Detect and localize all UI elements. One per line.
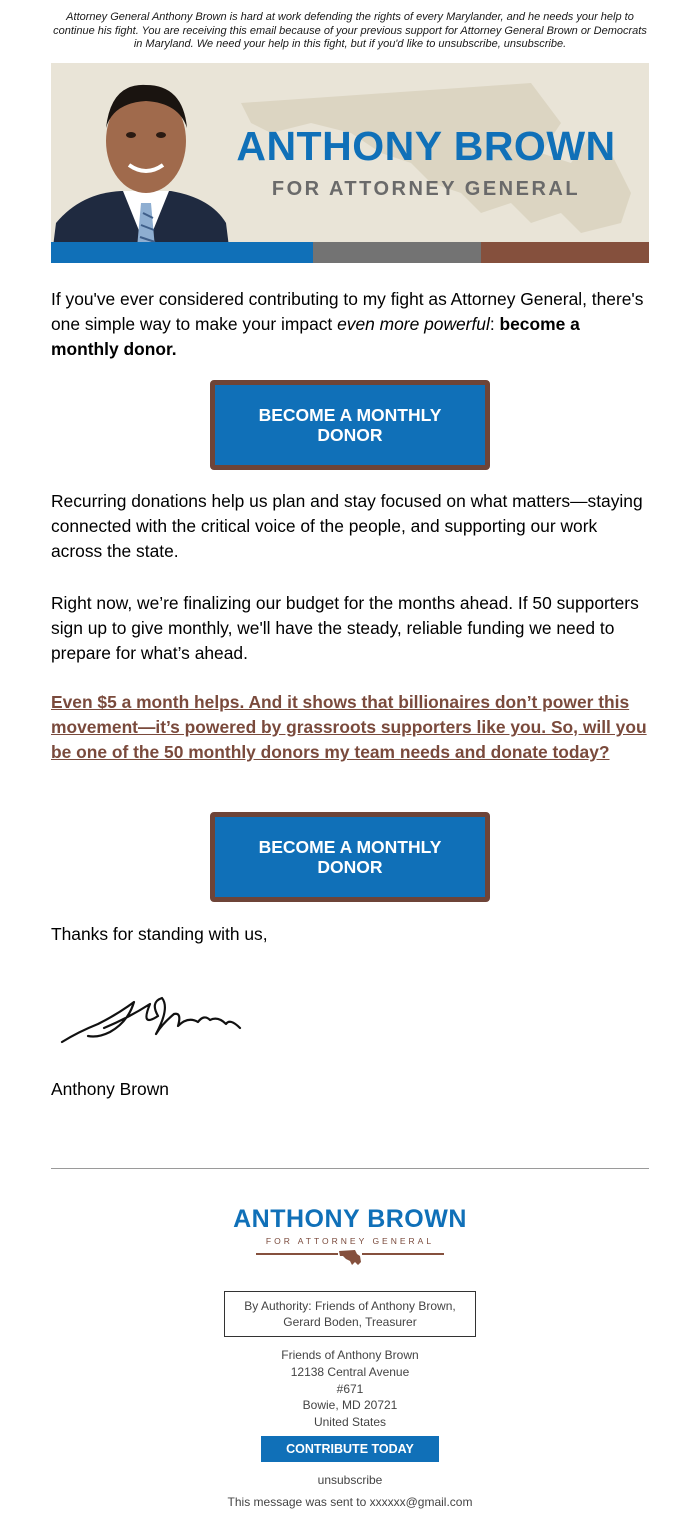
preheader-text: Attorney General Anthony Brown is hard at work defending the rights of every Marylander, and he needs your help to continue his fight. You are receiving this email because of your previous support for Attorney General Brown or Democrats in Maryland. We need your help in this fight, but if you'd like to unsubscribe, unsubscribe. <box>53 11 647 50</box>
banner-stripe-gray <box>313 242 481 263</box>
address-street: 12138 Central Avenue <box>290 1364 410 1379</box>
become-monthly-donor-button[interactable]: BECOME A MONTHLY DONOR <box>210 380 490 470</box>
unsubscribe-link[interactable]: unsubscribe <box>317 1473 383 1487</box>
authority-disclaimer <box>224 1291 476 1337</box>
authority-line-2: Gerard Boden, Treasurer <box>283 1315 417 1329</box>
recipient-notice: This message was sent to xxxxxx@gmail.com <box>227 1495 473 1509</box>
intro-colon: : <box>489 314 500 334</box>
candidate-portrait <box>51 73 241 263</box>
footer-logo-title: ANTHONY BROWN <box>233 1205 467 1233</box>
contribute-today-button[interactable]: CONTRIBUTE TODAY <box>261 1436 439 1462</box>
authority-line-1: By Authority: Friends of Anthony Brown, <box>244 1299 456 1313</box>
signature-name: Anthony Brown <box>51 1079 169 1099</box>
banner-title: ANTHONY BROWN <box>236 123 616 169</box>
banner-stripe-blue <box>51 242 313 263</box>
footer-logo-subtitle: FOR ATTORNEY GENERAL <box>265 1236 435 1246</box>
maryland-state-icon <box>338 1247 362 1267</box>
header-banner <box>51 63 649 263</box>
banner-stripe-brown <box>481 242 649 263</box>
intro-bold: become a monthly donor. <box>51 314 580 359</box>
address-name: Friends of Anthony Brown <box>281 1348 419 1362</box>
footer-divider <box>51 1168 649 1169</box>
footer-logo-rule-left <box>256 1253 338 1255</box>
address-country: United States <box>313 1415 387 1430</box>
closing-text: Thanks for standing with us, <box>51 924 268 944</box>
recurring-paragraph: Recurring donations help us plan and stay focused on what matters—staying connected with the critical voice of the people, and supporting our work across the state. <box>51 491 643 561</box>
intro-text: If you've ever considered contributing to my fight as Attorney General, there's one simple way to make your impact <box>51 289 644 334</box>
address-city: Bowie, MD 20721 <box>302 1398 398 1413</box>
signature-image <box>58 988 248 1052</box>
budget-paragraph: Right now, we’re finalizing our budget for the months ahead. If 50 supporters sign up to give monthly, we'll have the steady, reliable funding we need to prepare for what’s ahead. <box>51 593 639 663</box>
intro-paragraph <box>51 287 649 362</box>
address-unit: #671 <box>336 1381 364 1396</box>
mailing-address <box>200 1347 500 1431</box>
donate-link-paragraph[interactable]: Even $5 a month helps. And it shows that billionaires don’t power this movement—it’s powered by grassroots supporters like you. So, will you be one of the 50 monthly donors my team needs and donate today? <box>51 692 647 762</box>
banner-subtitle: FOR ATTORNEY GENERAL <box>271 178 581 200</box>
footer-logo-rule-right <box>362 1253 444 1255</box>
become-monthly-donor-button-2[interactable]: BECOME A MONTHLY DONOR <box>210 812 490 902</box>
intro-italic: even more powerful <box>337 314 490 334</box>
